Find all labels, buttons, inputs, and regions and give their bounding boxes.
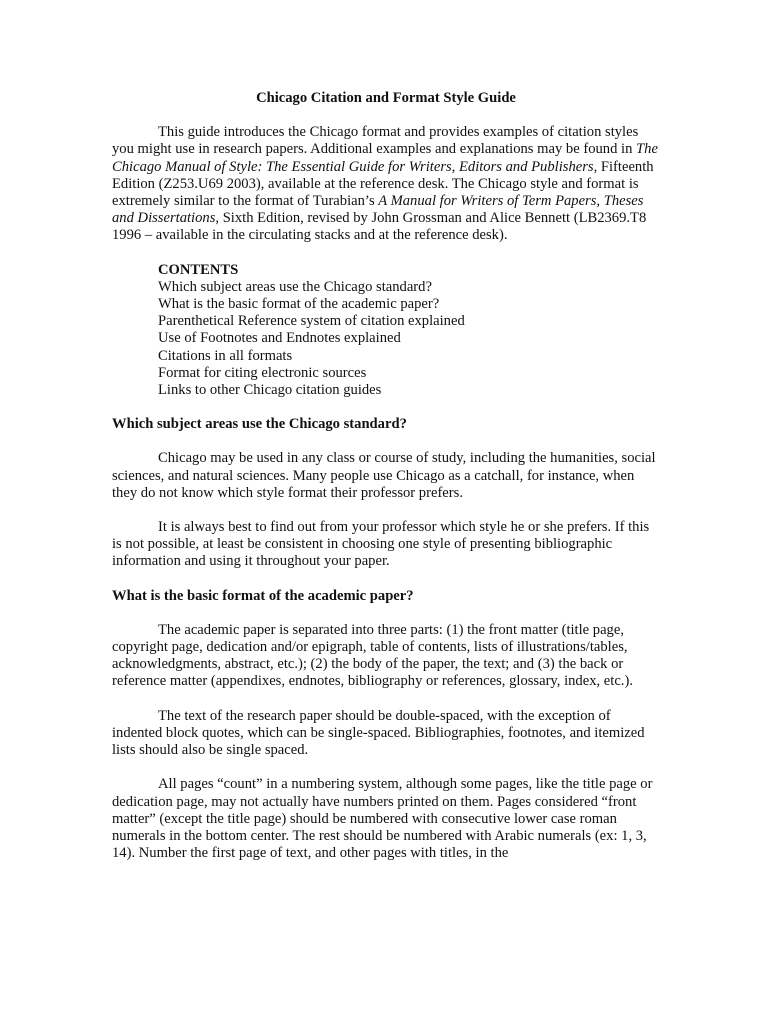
basic-format-paragraph-2: The text of the research paper should be double-spaced, with the exception of indented block quotes, which can be single-spaced. Bibliographies, footnotes, and itemized lists should also be single spaced. bbox=[112, 707, 645, 759]
contents-item: Citations in all formats bbox=[158, 347, 293, 364]
contents-item: Format for citing electronic sources bbox=[158, 364, 367, 381]
section-heading-subject-areas: Which subject areas use the Chicago standard? bbox=[112, 416, 407, 433]
document-page bbox=[112, 90, 660, 862]
document-title: Chicago Citation and Format Style Guide bbox=[256, 90, 516, 106]
intro-paragraph bbox=[112, 124, 660, 244]
subject-areas-paragraph-2: It is always best to find out from your professor which style he or she prefers. If this is not possible, at least be consistent in choosing one style of presenting bibliographic information and using it throughout your paper. bbox=[112, 519, 650, 570]
intro-italic-title-1: The Chicago Manual of Style: The Essential Guide for Writers, Editors and Publishers bbox=[112, 141, 658, 175]
basic-format-paragraph-3: All pages “count” in a numbering system, although some pages, like the title page or dedication page, may not actually have numbers printed on them. Pages considered “front matter” (except the title page) should be numbered with consecutive lower case roman numerals in the bottom center. The rest should be numbered with Arabic numerals (ex: 1, 3, 14). Number the first page of text, and other pages with titles, in the bbox=[112, 776, 653, 862]
intro-text-3: , Sixth Edition, revised by John Grossman and Alice Bennett (LB2369.T8 1996 – available in the circulating stacks and at the reference desk). bbox=[112, 210, 647, 244]
contents-item: Links to other Chicago citation guides bbox=[158, 382, 382, 399]
intro-text-1: This guide introduces the Chicago format and provides examples of citation styles you might use in research papers. Additional examples and explanations may be found in bbox=[112, 124, 639, 158]
contents-item: What is the basic format of the academic paper? bbox=[158, 296, 440, 313]
basic-format-paragraph-1: The academic paper is separated into three parts: (1) the front matter (title page, copyright page, dedication and/or epigraph, table of contents, lists of illustrations/tables, acknowledgments, abstract, etc.); (2) the body of the paper, the text; and (3) the back or reference matter (appendixes, endnotes, bibliography or references, glossary, index, etc.). bbox=[112, 621, 633, 690]
contents-heading: CONTENTS bbox=[158, 261, 239, 278]
intro-italic-title-2: A Manual for Writers of Term Papers, Theses and Dissertations bbox=[112, 193, 644, 227]
contents-list bbox=[158, 279, 660, 399]
contents-item: Which subject areas use the Chicago standard? bbox=[158, 278, 432, 295]
contents-block bbox=[158, 262, 660, 400]
contents-item: Parenthetical Reference system of citation explained bbox=[158, 313, 465, 330]
contents-item: Use of Footnotes and Endnotes explained bbox=[158, 330, 401, 347]
subject-areas-paragraph-1: Chicago may be used in any class or course of study, including the humanities, social sciences, and natural sciences. Many people use Chicago as a catchall, for instance, when they do not know which style format their professor prefers. bbox=[112, 450, 656, 501]
section-heading-basic-format: What is the basic format of the academic paper? bbox=[112, 587, 414, 604]
intro-text-2: , Fifteenth Edition (Z253.U69 2003), available at the reference desk. The Chicago style and format is extremely similar to the format of Turabian’s bbox=[112, 158, 654, 210]
